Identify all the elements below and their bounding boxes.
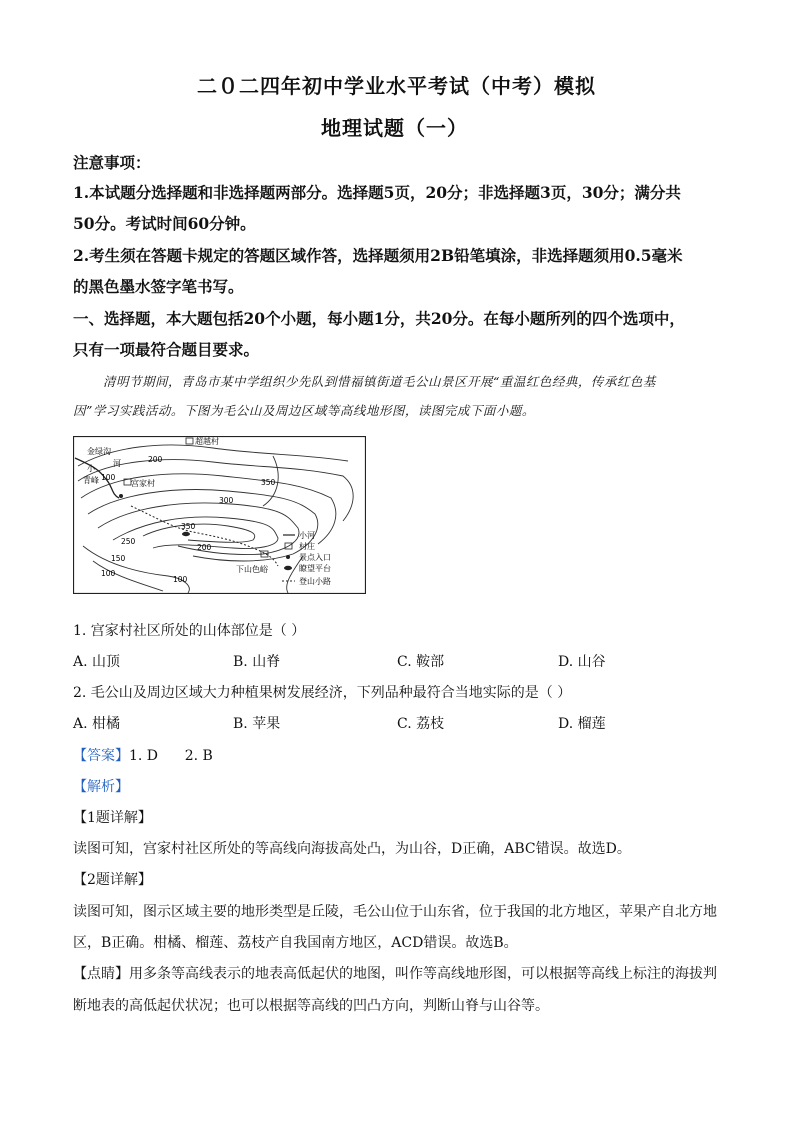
notes-item1-line2: 50分。考试时间60分钟。 — [73, 214, 256, 233]
map-label-xiao: 小 — [87, 464, 95, 473]
answer-text: 1. D 2. B — [129, 748, 213, 764]
answer-line — [73, 745, 213, 765]
q2-detail-line1: 读图可知，图示区域主要的地形类型是丘陵，毛公山位于山东省，位于我国的北方地区，苹果产自北方地 — [73, 904, 717, 920]
tip-text: 用多条等高线表示的地表高低起伏的地图，叫作等高线地形图，可以根据等高线上标注的海拔判 — [129, 966, 717, 982]
exam-title: 二０二四年初中学业水平考试（中考）模拟 — [197, 74, 596, 98]
question-1-stem: 1. 宫家村社区所处的山体部位是（ ） — [73, 623, 306, 639]
q2-detail-tag: 【2题详解】 — [73, 872, 152, 888]
passage-line1: 清明节期间，青岛市某中学组织少先队到惜福镇街道毛公山景区开展“重温红色经典，传承红色基 — [103, 374, 656, 389]
contour-label: 250 — [121, 537, 136, 546]
notes-heading: 注意事项： — [73, 153, 151, 172]
contour-label: 200 — [197, 543, 212, 552]
tip-tag: 【点睛】 — [73, 966, 129, 982]
q1-detail-text: 读图可知，宫家村社区所处的等高线向海拔高处凸，为山谷，D正确，ABC错误。故选D。 — [73, 841, 631, 857]
q1-detail-tag: 【1题详解】 — [73, 810, 152, 826]
map-label-he: 河 — [113, 459, 121, 468]
map-label-xiashanse: 下山色峪 — [236, 565, 268, 574]
analysis-tag: 【解析】 — [73, 779, 129, 795]
contour-label: 100 — [101, 569, 116, 578]
contour-map-figure — [73, 436, 366, 594]
q2-option-a: A. 柑橘 — [73, 716, 121, 732]
entrance-icon — [119, 494, 123, 498]
lookout-icon — [182, 532, 190, 536]
q1-option-a: A. 山顶 — [73, 654, 121, 670]
section1-line2: 只有一项最符合题目要求。 — [73, 340, 260, 359]
legend-trail: 登山小路 — [299, 577, 331, 586]
question-2-stem: 2. 毛公山及周边区域大力种植果树发展经济，下列品种最符合当地实际的是（ ） — [73, 685, 572, 701]
notes-item2-line2: 的黑色墨水签字笔书写。 — [73, 277, 244, 296]
map-label-gongjiacun: 宫家村 — [131, 479, 155, 488]
contour-label: 100 — [173, 575, 188, 584]
answer-tag: 【答案】 — [73, 748, 129, 764]
legend-village: 村庄 — [299, 542, 315, 551]
passage-line2: 因”学习实践活动。下图为毛公山及周边区域等高线地形图，读图完成下面小题。 — [73, 403, 535, 418]
q2-detail-line2: 区，B正确。柑橘、榴莲、荔枝产自我国南方地区，ACD错误。故选B。 — [73, 935, 518, 951]
legend-river: 小河 — [299, 531, 315, 540]
tip-line1 — [73, 963, 717, 983]
map-label-jinjiagou: 金绿沟 — [87, 447, 111, 456]
section1-line1: 一、选择题，本大题包括20个小题，每小题1分，共20分。在每小题所列的四个选项中， — [73, 309, 685, 328]
legend-lookout: 瞭望平台 — [299, 564, 331, 573]
map-label-qingfeng: 青峰 — [83, 476, 99, 485]
q1-option-d: D. 山谷 — [558, 654, 606, 670]
legend-entrance-icon — [286, 555, 290, 559]
q2-option-b: B. 苹果 — [233, 716, 281, 732]
contour-label: 300 — [219, 496, 234, 505]
notes-item1-line1: 1.本试题分选择题和非选择题两部分。选择题5页，20分；非选择题3页，30分；满分共 — [73, 183, 681, 202]
legend-lookout-icon — [284, 566, 292, 570]
contour-map — [73, 436, 366, 594]
q1-option-c: C. 鞍部 — [397, 654, 445, 670]
contour-label: 150 — [111, 554, 126, 563]
q2-option-c: C. 荔枝 — [397, 716, 445, 732]
contour-label: 100 — [101, 473, 116, 482]
contour-label: 350 — [261, 478, 276, 487]
notes-item2-line1: 2.考生须在答题卡规定的答题区域作答，选择题须用2B铅笔填涂，非选择题须用0.5毫米 — [73, 246, 683, 265]
q1-option-b: B. 山脊 — [233, 654, 281, 670]
map-label-chaojiacun: 超越村 — [195, 437, 219, 446]
legend-entrance: 景点入口 — [299, 553, 331, 562]
q2-option-d: D. 榴莲 — [558, 716, 606, 732]
exam-subtitle: 地理试题（一） — [321, 116, 468, 140]
contour-label: 200 — [148, 455, 163, 464]
contour-label: 350 — [181, 522, 196, 531]
tip-line2: 断地表的高低起伏状况；也可以根据等高线的凹凸方向，判断山脊与山谷等。 — [73, 998, 549, 1014]
